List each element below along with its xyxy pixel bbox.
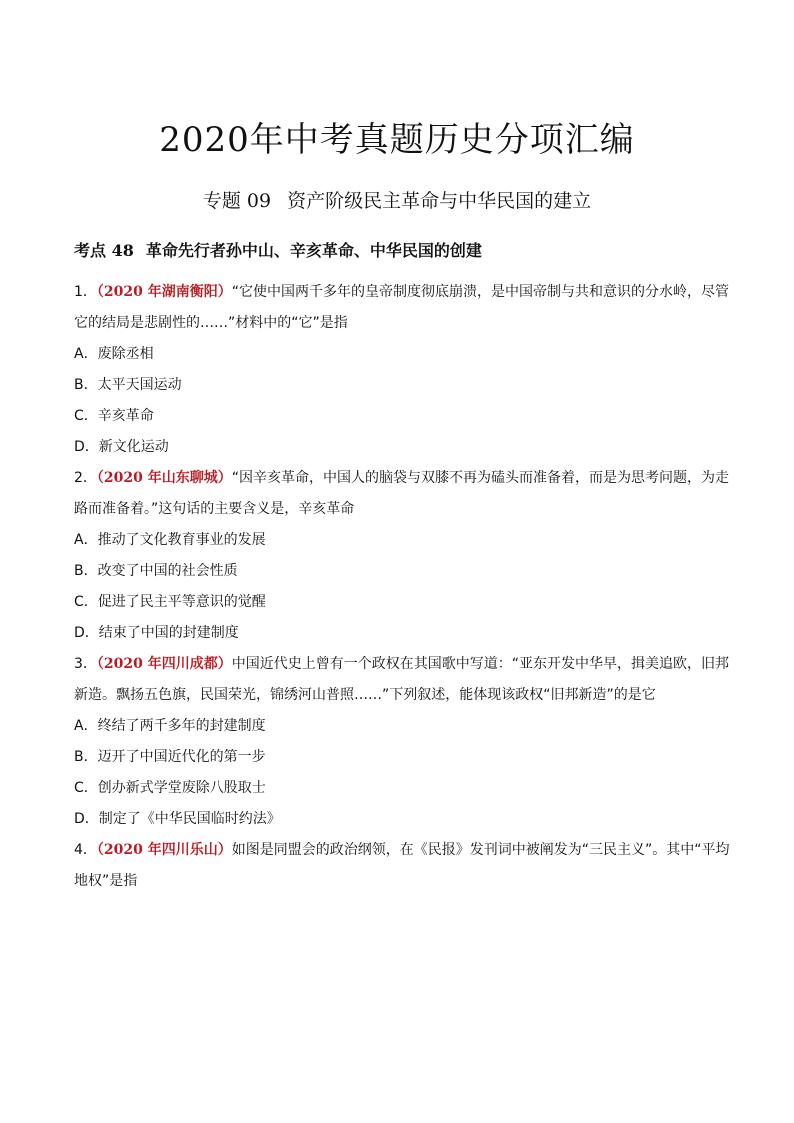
topic-number: 专题 09 xyxy=(202,190,272,212)
question-4 xyxy=(74,835,734,897)
option-b: B．迈开了中国近代化的第一步 xyxy=(74,749,266,765)
section-number: 考点 48 xyxy=(74,241,134,260)
option-b: B．太平天国运动 xyxy=(74,377,182,393)
option-d: D．制定了《中华民国临时约法》 xyxy=(74,811,281,827)
option-c: C．促进了民主平等意识的觉醒 xyxy=(74,594,266,610)
question-text: 中国近代史上曾有一个政权在其国歌中写道：“亚东开发中华早，揖美追欧，旧邦新造。飘扬五色旗，民国荣光，锦绣河山普照……”下列叙述，能体现该政权“旧邦新造”的是它 xyxy=(74,656,730,703)
option-c: C．辛亥革命 xyxy=(74,408,154,424)
question-source: （2020 年四川成都） xyxy=(96,656,232,672)
question-number: 3． xyxy=(74,656,97,672)
question-2 xyxy=(74,463,734,649)
question-list xyxy=(74,277,734,897)
option-a: A．终结了两千多年的封建制度 xyxy=(74,718,266,734)
question-number: 4． xyxy=(74,842,97,858)
question-source: （2020 年四川乐山） xyxy=(96,842,232,858)
question-number: 1． xyxy=(74,284,97,300)
option-d: D．结束了中国的封建制度 xyxy=(74,625,239,641)
option-a: A．废除丞相 xyxy=(74,346,154,362)
question-text: 如图是同盟会的政治纲领，在《民报》发刊词中被阐发为“三民主义”。其中“平均地权”是指 xyxy=(74,842,730,889)
page-subtitle xyxy=(0,186,794,213)
question-number: 2． xyxy=(74,470,97,486)
question-1 xyxy=(74,277,734,463)
section-title: 革命先行者孙中山、辛亥革命、中华民国的创建 xyxy=(145,241,482,260)
question-stem xyxy=(74,835,734,897)
option-a: A．推动了文化教育事业的发展 xyxy=(74,532,266,548)
option-c: C．创办新式学堂废除八股取士 xyxy=(74,780,266,796)
question-source: （2020 年湖南衡阳） xyxy=(96,284,232,300)
topic-title: 资产阶级民主革命与中华民国的建立 xyxy=(287,190,592,212)
option-b: B．改变了中国的社会性质 xyxy=(74,563,238,579)
question-stem xyxy=(74,277,734,339)
page-title: 2020年中考真题历史分项汇编 xyxy=(159,120,635,160)
question-source: （2020 年山东聊城） xyxy=(96,470,232,486)
section-heading xyxy=(74,238,482,261)
question-text: “它使中国两千多年的皇帝制度彻底崩溃，是中国帝制与共和意识的分水岭，尽管它的结局是悲剧性的……”材料中的“它”是指 xyxy=(74,284,730,331)
question-stem xyxy=(74,649,734,711)
question-stem xyxy=(74,463,734,525)
question-3 xyxy=(74,649,734,835)
option-d: D．新文化运动 xyxy=(74,439,169,455)
question-text: “因辛亥革命，中国人的脑袋与双膝不再为磕头而准备着，而是为思考问题，为走路而准备着。”这句话的主要含义是，辛亥革命 xyxy=(74,470,730,517)
